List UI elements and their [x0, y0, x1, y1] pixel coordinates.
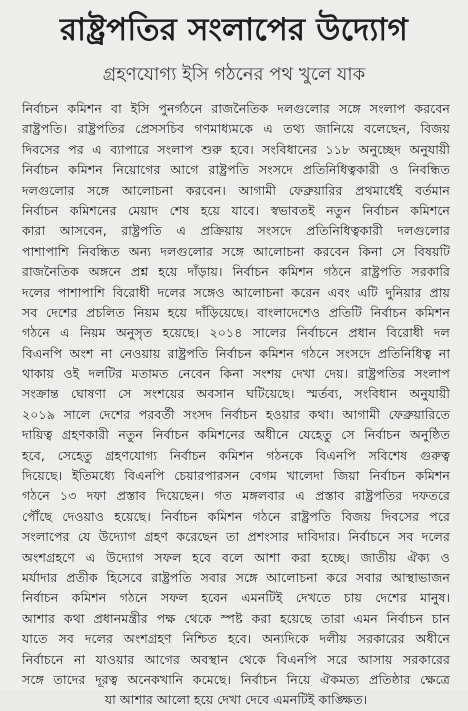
article-line: মর্যাদার প্রতীক হিসেবে রাষ্ট্রপতি সবার সঙ্গে আলোচনা করে সবার আস্থাভাজন — [22, 569, 450, 585]
article-line: দায়িত্ব গ্রহণকারী নতুন নির্বাচন কমিশনের অধীনে যেহেতু সে নির্বাচন অনুষ্ঠিত — [22, 427, 450, 443]
article-line: হবে, সেহেতু গ্রহণযোগ্য নির্বাচন কমিশন গঠনকে বিএনপি সবিশেষ গুরুত্ব — [22, 447, 450, 463]
article-line: আশার কথা প্রধানমন্ত্রীর পক্ষ থেকে স্পষ্ট করা হয়েছে তারা এমন নির্বাচন চান — [22, 610, 450, 626]
article-line: দিয়েছে। ইতিমধ্যে বিএনপি চেয়ারপারসন বেগম খালেদা জিয়া নির্বাচন কমিশন — [22, 468, 450, 484]
article-line: সংলাপের যে উদ্যোগ গ্রহণ করেছেন তা প্রশংসার দাবিদার। নির্বাচনে সব দলের — [22, 529, 450, 545]
article-line: বিএনপি অংশ না নেওয়ায় রাষ্ট্রপতি নির্বাচন কমিশন গঠনে সংসদে প্রতিনিধিত্ব না — [22, 345, 450, 361]
article-line: নির্বাচনে না যাওয়ার আগের অবস্থান থেকে বিএনপি সরে আসায় সরকারের — [22, 651, 450, 667]
article-line: নির্বাচন কমিশন বা ইসি পুনর্গঠনে রাজনৈতিক দলগুলোর সঙ্গে সংলাপ করবেন — [22, 101, 450, 116]
article-line: ২০১৯ সালে দেশের পরবর্তী সংসদ নির্বাচন হওয়ার কথা। আগামী ফেব্রুয়ারিতে — [22, 406, 450, 422]
article-line: দলের পাশাপাশি বিরোধী দলের সঙ্গেও আলোচনা করেন এবং এটি দুনিয়ার প্রায় — [22, 284, 450, 300]
article-line: সব দেশের প্রচলিত নিয়ম হয়ে দাঁড়িয়েছে। বাংলাদেশেও প্রতিটি নির্বাচন কমিশন — [22, 304, 450, 320]
article-line: নির্বাচন কমিশন নিয়োগের আগে রাষ্ট্রপতি সংসদে প্রতিনিধিত্বকারী ও নিবন্ধিত — [22, 162, 450, 178]
article-line: গঠনে এ নিয়ম অনুসৃত হয়েছে। ২০১৪ সালের নির্বাচনে প্রধান বিরোধী দল — [22, 325, 450, 341]
article-line: রাজনৈতিক অঙ্গনে প্রশ্ন হয়ে দাঁড়ায়। নির্বাচন কমিশন গঠনে রাষ্ট্রপতি সরকারি — [22, 264, 450, 280]
article-headline: রাষ্ট্রপতির সংলাপের উদ্যোগ — [59, 12, 409, 48]
article-line: দিবসের পর এ ব্যাপারে সংলাপ শুরু হবে। সংবিধানের ১১৮ অনুচ্ছেদ অনুযায়ী — [22, 141, 450, 157]
article-line: নির্বাচন কমিশনের মেয়াদ শেষ হয়ে যাবে। স্বভাবতই নতুন নির্বাচন কমিশনে — [22, 202, 450, 218]
article-line: অংশগ্রহণে এ উদ্যোগ সফল হবে বলে আশা করা হচ্ছে। জাতীয় ঐক্য ও — [22, 549, 450, 565]
article-line: গঠনে ১৩ দফা প্রস্তাব দিয়েছেন। গত মঙ্গলবার এ প্রস্তাব রাষ্ট্রপতির দফতরে — [22, 488, 450, 504]
article-line: যা আশার আলো হয়ে দেখা দেবে এমনটিই কাঙ্ক্ষিত। — [104, 692, 368, 708]
article-line: থাকায় ওই দলটির মতামত নেবেন কিনা সংশয় দেখা দেয়। রাষ্ট্রপতির সংলাপ — [22, 366, 450, 382]
article-line: সঙ্গে তাদের দূরত্ব অনেকখানি কমেছে। নির্বাচন নিয়ে ঐকমত্য প্রতিষ্ঠার ক্ষেত্রে — [22, 671, 450, 687]
article-line: কারা আসবেন, রাষ্ট্রপতি এ প্রক্রিয়ায় সংসদে প্রতিনিধিত্বকারী দলগুলোর — [22, 223, 450, 239]
article-line: পাশাপাশি নিবন্ধিত অন্য দলগুলোর সঙ্গে আলোচনা করবেন কিনা সে বিষয়টি — [22, 243, 450, 259]
article-line: যাতে সব দলের অংশগ্রহণ নিশ্চিত হবে। অন্যদিকে দলীয় সরকারের অধীনে — [22, 631, 450, 647]
article-line: নির্বাচন কমিশন গঠনে সফল হবেন এমনটিই দেখতে চায় দেশের মানুষ। — [22, 590, 450, 606]
article-subheadline: গ্রহণযোগ্য ইসি গঠনের পথ খুলে যাক — [102, 64, 366, 85]
article-body — [22, 99, 450, 711]
article-line: পৌঁছে দেওয়াও হয়েছে। নির্বাচন কমিশন গঠনে রাষ্ট্রপতি বিজয় দিবসের পরে — [22, 508, 450, 524]
article-line: রাষ্ট্রপতি। রাষ্ট্রপতির প্রেসসচিব গণমাধ্যমকে এ তথ্য জানিয়ে বলেছেন, বিজয় — [22, 121, 450, 137]
article-line: দলগুলোর সঙ্গে আলোচনা করবেন। আগামী ফেব্রুয়ারির প্রথমার্ধেই বর্তমান — [22, 182, 450, 198]
article-line: সংক্রান্ত ঘোষণা সে সংশয়ের অবসান ঘটিয়েছে। স্মর্তব্য, সংবিধান অনুযায়ী — [22, 386, 450, 402]
